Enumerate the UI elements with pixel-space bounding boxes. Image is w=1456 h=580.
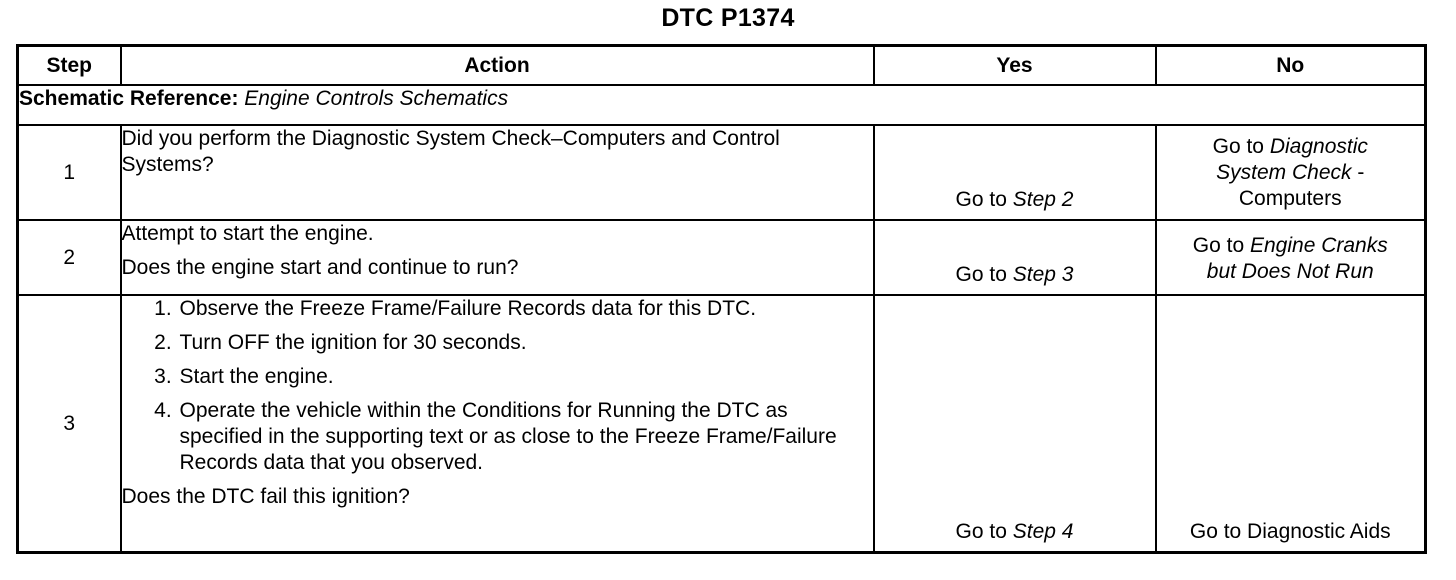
no-ref-line2: but Does Not Run [1206, 260, 1374, 283]
no-prefix: Go to [1192, 234, 1245, 257]
no-goto[interactable] [1157, 126, 1425, 212]
schematic-reference [18, 85, 1426, 125]
no-ref-line3: Computers [1238, 187, 1342, 210]
procedure-list [122, 296, 873, 476]
schematic-reference-link[interactable]: Engine Controls Schematics [244, 87, 509, 110]
yes-goto[interactable] [875, 262, 1155, 288]
yes-cell [874, 220, 1156, 295]
procedure-item: 3. Start the engine. [178, 364, 873, 390]
table-row [18, 220, 1426, 295]
yes-goto[interactable] [875, 187, 1155, 213]
procedure-item: 4. Operate the vehicle within the Conditions for Running the DTC as specified in the supporting text or as close to the Freeze Frame/Failure Records data that you observed. [178, 398, 873, 476]
yes-step-ref: Step 3 [1012, 263, 1074, 286]
action-text: Did you perform the Diagnostic System Check–Computers and Control Systems? [121, 127, 780, 176]
header-yes: Yes [874, 46, 1156, 86]
action-question: Does the DTC fail this ignition? [121, 485, 410, 508]
procedure-item: 1. Observe the Freeze Frame/Failure Records data for this DTC. [178, 296, 873, 322]
page-title: DTC P1374 [661, 4, 795, 32]
action-text-line1: Attempt to start the engine. [121, 222, 374, 245]
table-row [18, 295, 1426, 553]
no-cell [1156, 125, 1426, 220]
no-cell [1156, 295, 1426, 553]
yes-cell [874, 125, 1156, 220]
yes-step-ref: Step 4 [1012, 520, 1074, 543]
schematic-reference-row [18, 85, 1426, 125]
header-row [18, 46, 1426, 86]
step-number: 2 [18, 220, 121, 295]
no-cell [1156, 220, 1426, 295]
header-no: No [1156, 46, 1426, 86]
yes-cell [874, 295, 1156, 553]
no-ref-line1: Engine Cranks [1249, 234, 1388, 257]
table-row [18, 125, 1426, 220]
no-ref-line2: System Check [1216, 161, 1352, 184]
header-step: Step [18, 46, 121, 86]
procedure-item: 2. Turn OFF the ignition for 30 seconds. [178, 330, 873, 356]
no-ref-line1: Diagnostic [1269, 135, 1368, 158]
action-question: Does the engine start and continue to run? [121, 256, 519, 279]
no-goto[interactable] [1157, 221, 1425, 285]
no-goto[interactable]: Go to Diagnostic Aids [1189, 520, 1391, 543]
yes-goto[interactable] [875, 519, 1155, 545]
action-cell [121, 220, 874, 295]
yes-prefix: Go to [955, 188, 1007, 211]
action-cell [121, 125, 874, 220]
yes-step-ref: Step 2 [1012, 188, 1074, 211]
no-ref-dash: - [1357, 161, 1365, 184]
step-number: 3 [18, 295, 121, 553]
diagnostic-table [16, 44, 1427, 554]
no-prefix: Go to [1212, 135, 1264, 158]
action-cell [121, 295, 874, 553]
header-action: Action [121, 46, 874, 86]
yes-prefix: Go to [955, 263, 1007, 286]
yes-prefix: Go to [955, 520, 1007, 543]
schematic-reference-label: Schematic Reference: [19, 87, 239, 110]
step-number: 1 [18, 125, 121, 220]
